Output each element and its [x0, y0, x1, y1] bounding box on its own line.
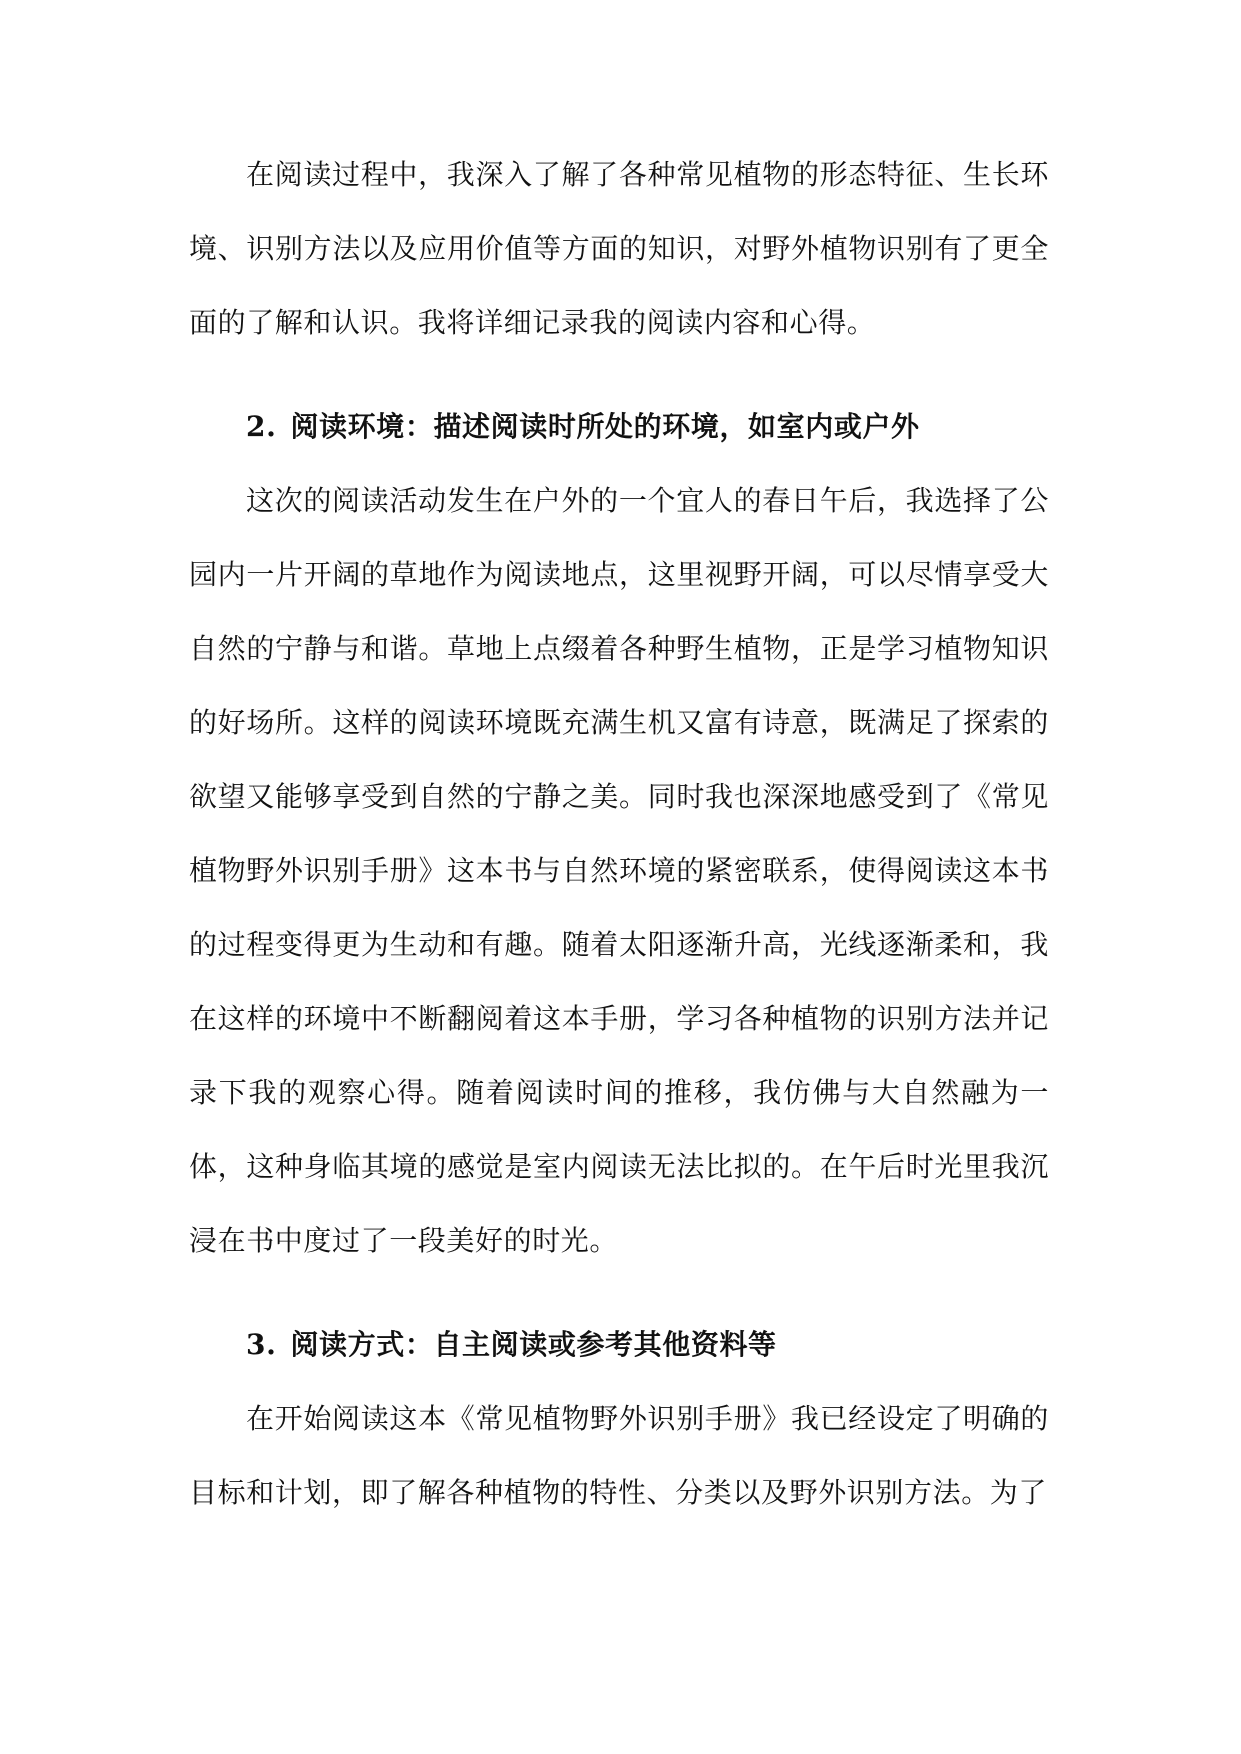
section-2-paragraph: 这次的阅读活动发生在户外的一个宜人的春日午后，我选择了公园内一片开阔的草地作为阅读地点，这里视野开阔，可以尽情享受大自然的宁静与和谐。草地上点缀着各种野生植物，正是学习植物知识的好场所。这样的阅读环境既充满生机又富有诗意，既满足了探索的欲望又能够享受到自然的宁静之美。同时我也深深地感受到了《常见植物野外识别手册》这本书与自然环境的紧密联系，使得阅读这本书的过程变得更为生动和有趣。随着太阳逐渐升高，光线逐渐柔和，我在这样的环境中不断翻阅着这本手册，学习各种植物的识别方法并记录下我的观察心得。随着阅读时间的推移，我仿佛与大自然融为一体，这种身临其境的感觉是室内阅读无法比拟的。在午后时光里我沉浸在书中度过了一段美好的时光。 [189, 484, 1049, 1257]
section-2-title: 阅读环境：描述阅读时所处的环境，如室内或户外 [290, 410, 920, 443]
section-3-heading [189, 1308, 1049, 1382]
section-3-title: 阅读方式：自主阅读或参考其他资料等 [290, 1328, 777, 1361]
section-3-paragraph: 在开始阅读这本《常见植物野外识别手册》我已经设定了明确的目标和计划，即了解各种植物的特性、分类以及野外识别方法。为了 [189, 1402, 1049, 1509]
section-3-number: 3. [246, 1328, 277, 1361]
section-2-heading [189, 390, 1049, 464]
section-2-number: 2. [246, 410, 277, 443]
intro-paragraph: 在阅读过程中，我深入了解了各种常见植物的形态特征、生长环境、识别方法以及应用价值等方面的知识，对野外植物识别有了更全面的了解和认识。我将详细记录我的阅读内容和心得。 [189, 158, 1049, 339]
document-body [189, 138, 1049, 1530]
